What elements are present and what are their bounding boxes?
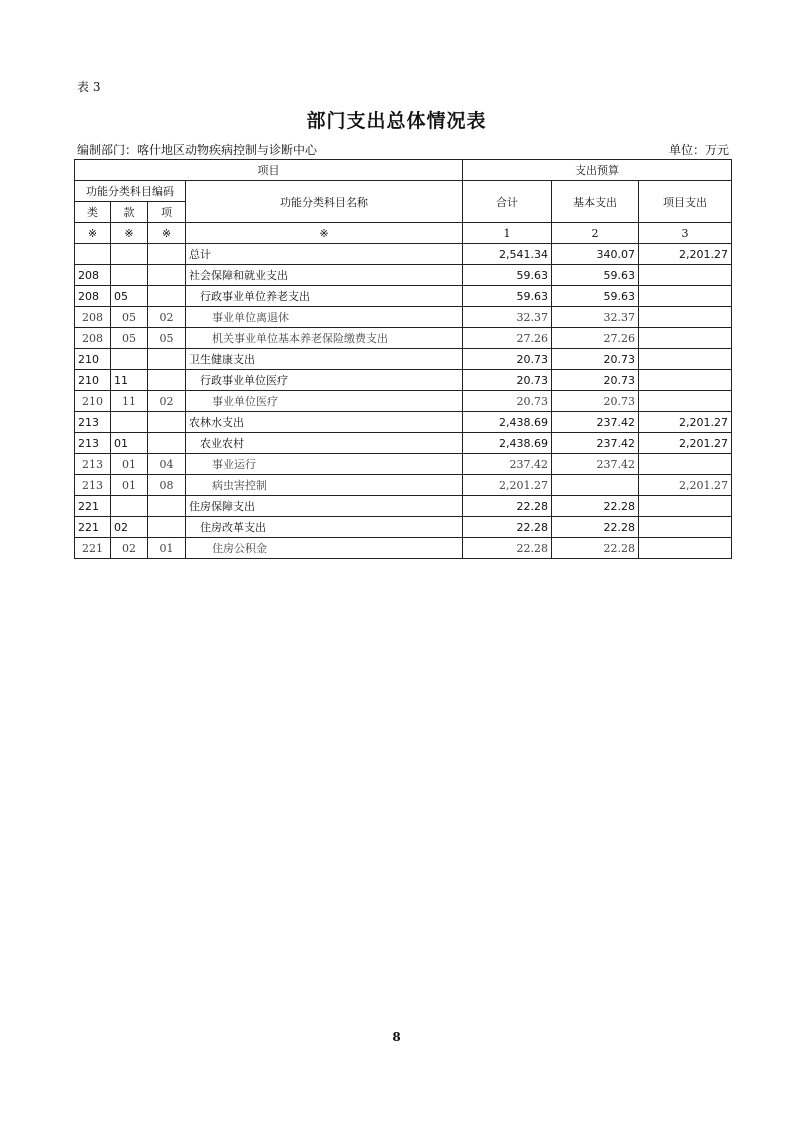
name-cell: 总计 [186, 244, 463, 265]
kuan-cell: 05 [111, 286, 148, 307]
index-cell: 2 [552, 223, 639, 244]
total-cell: 20.73 [463, 370, 552, 391]
kuan-cell [111, 412, 148, 433]
name-cell: 农业农村 [186, 433, 463, 454]
kuan-cell: 05 [111, 307, 148, 328]
header-lei: 类 [75, 202, 111, 223]
mark-cell: ※ [111, 223, 148, 244]
lei-cell: 208 [75, 265, 111, 286]
kuan-cell: 01 [111, 433, 148, 454]
basic-cell: 20.73 [552, 370, 639, 391]
basic-cell: 20.73 [552, 391, 639, 412]
index-row [75, 223, 732, 244]
total-cell: 2,541.34 [463, 244, 552, 265]
xiang-cell [148, 433, 186, 454]
name-cell: 行政事业单位医疗 [186, 370, 463, 391]
kuan-cell [111, 244, 148, 265]
name-cell: 事业运行 [186, 454, 463, 475]
project-cell: 2,201.27 [639, 475, 732, 496]
lei-cell: 210 [75, 391, 111, 412]
total-cell: 32.37 [463, 307, 552, 328]
basic-cell: 32.37 [552, 307, 639, 328]
basic-cell [552, 475, 639, 496]
project-cell [639, 328, 732, 349]
expenditure-table [74, 159, 732, 559]
lei-cell: 213 [75, 412, 111, 433]
table-row [75, 307, 732, 328]
xiang-cell [148, 517, 186, 538]
lei-cell: 213 [75, 433, 111, 454]
name-cell: 病虫害控制 [186, 475, 463, 496]
total-cell: 59.63 [463, 286, 552, 307]
name-cell: 农林水支出 [186, 412, 463, 433]
kuan-cell: 02 [111, 517, 148, 538]
project-cell [639, 517, 732, 538]
table-row [75, 244, 732, 265]
xiang-cell [148, 244, 186, 265]
project-cell: 2,201.27 [639, 412, 732, 433]
total-cell: 20.73 [463, 349, 552, 370]
lei-cell: 221 [75, 496, 111, 517]
table-row [75, 517, 732, 538]
basic-cell: 27.26 [552, 328, 639, 349]
unit-label: 单位：万元 [668, 143, 729, 157]
project-cell [639, 538, 732, 559]
basic-cell: 20.73 [552, 349, 639, 370]
header-row-2 [75, 181, 732, 202]
basic-cell: 340.07 [552, 244, 639, 265]
project-cell [639, 454, 732, 475]
header-kuan: 款 [111, 202, 148, 223]
kuan-cell: 11 [111, 391, 148, 412]
table-row [75, 412, 732, 433]
lei-cell: 213 [75, 454, 111, 475]
xiang-cell [148, 265, 186, 286]
header-row-1 [75, 160, 732, 181]
xiang-cell [148, 496, 186, 517]
table-row [75, 433, 732, 454]
lei-cell: 208 [75, 328, 111, 349]
name-cell: 行政事业单位养老支出 [186, 286, 463, 307]
table-row [75, 265, 732, 286]
header-name: 功能分类科目名称 [186, 181, 463, 223]
name-cell: 机关事业单位基本养老保险缴费支出 [186, 328, 463, 349]
xiang-cell: 04 [148, 454, 186, 475]
page-title: 部门支出总体情况表 [306, 110, 487, 132]
kuan-cell [111, 265, 148, 286]
total-cell: 2,201.27 [463, 475, 552, 496]
name-cell: 住房改革支出 [186, 517, 463, 538]
kuan-cell [111, 496, 148, 517]
xiang-cell [148, 412, 186, 433]
lei-cell: 213 [75, 475, 111, 496]
total-cell: 2,438.69 [463, 412, 552, 433]
xiang-cell [148, 286, 186, 307]
lei-cell: 221 [75, 538, 111, 559]
table-row [75, 328, 732, 349]
kuan-cell: 05 [111, 328, 148, 349]
kuan-cell: 11 [111, 370, 148, 391]
header-budget: 支出预算 [463, 160, 732, 181]
index-cell: 1 [463, 223, 552, 244]
mark-cell: ※ [75, 223, 111, 244]
name-cell: 社会保障和就业支出 [186, 265, 463, 286]
project-cell: 2,201.27 [639, 433, 732, 454]
lei-cell: 210 [75, 370, 111, 391]
basic-cell: 59.63 [552, 286, 639, 307]
xiang-cell: 02 [148, 307, 186, 328]
basic-cell: 59.63 [552, 265, 639, 286]
total-cell: 22.28 [463, 538, 552, 559]
table-row [75, 370, 732, 391]
table-number: 表 3 [77, 80, 101, 94]
basic-cell: 237.42 [552, 454, 639, 475]
basic-cell: 237.42 [552, 433, 639, 454]
project-cell [639, 265, 732, 286]
mark-cell: ※ [186, 223, 463, 244]
xiang-cell [148, 370, 186, 391]
project-cell [639, 307, 732, 328]
name-cell: 住房保障支出 [186, 496, 463, 517]
kuan-cell [111, 349, 148, 370]
name-cell: 住房公积金 [186, 538, 463, 559]
table-row [75, 391, 732, 412]
lei-cell [75, 244, 111, 265]
header-total: 合计 [463, 181, 552, 223]
index-cell: 3 [639, 223, 732, 244]
header-xiang: 项 [148, 202, 186, 223]
basic-cell: 22.28 [552, 496, 639, 517]
total-cell: 27.26 [463, 328, 552, 349]
total-cell: 22.28 [463, 517, 552, 538]
total-cell: 22.28 [463, 496, 552, 517]
table-body [75, 160, 732, 559]
lei-cell: 208 [75, 307, 111, 328]
project-cell [639, 286, 732, 307]
table-row [75, 496, 732, 517]
total-cell: 2,438.69 [463, 433, 552, 454]
mark-cell: ※ [148, 223, 186, 244]
xiang-cell [148, 349, 186, 370]
lei-cell: 208 [75, 286, 111, 307]
total-cell: 237.42 [463, 454, 552, 475]
lei-cell: 221 [75, 517, 111, 538]
kuan-cell: 01 [111, 454, 148, 475]
project-cell [639, 370, 732, 391]
xiang-cell: 02 [148, 391, 186, 412]
xiang-cell: 05 [148, 328, 186, 349]
table-row [75, 475, 732, 496]
basic-cell: 237.42 [552, 412, 639, 433]
department-label: 编制部门：喀什地区动物疾病控制与诊断中心 [77, 143, 318, 157]
page-number: 8 [392, 1030, 401, 1044]
project-cell [639, 391, 732, 412]
kuan-cell: 02 [111, 538, 148, 559]
total-cell: 59.63 [463, 265, 552, 286]
project-cell [639, 496, 732, 517]
table-row [75, 349, 732, 370]
table-row [75, 286, 732, 307]
kuan-cell: 01 [111, 475, 148, 496]
lei-cell: 210 [75, 349, 111, 370]
total-cell: 20.73 [463, 391, 552, 412]
name-cell: 事业单位离退休 [186, 307, 463, 328]
name-cell: 卫生健康支出 [186, 349, 463, 370]
table-row [75, 454, 732, 475]
project-cell [639, 349, 732, 370]
header-item: 项目 [75, 160, 463, 181]
basic-cell: 22.28 [552, 517, 639, 538]
xiang-cell: 08 [148, 475, 186, 496]
header-code: 功能分类科目编码 [75, 181, 186, 202]
basic-cell: 22.28 [552, 538, 639, 559]
name-cell: 事业单位医疗 [186, 391, 463, 412]
header-basic: 基本支出 [552, 181, 639, 223]
table-row [75, 538, 732, 559]
header-project: 项目支出 [639, 181, 732, 223]
project-cell: 2,201.27 [639, 244, 732, 265]
xiang-cell: 01 [148, 538, 186, 559]
